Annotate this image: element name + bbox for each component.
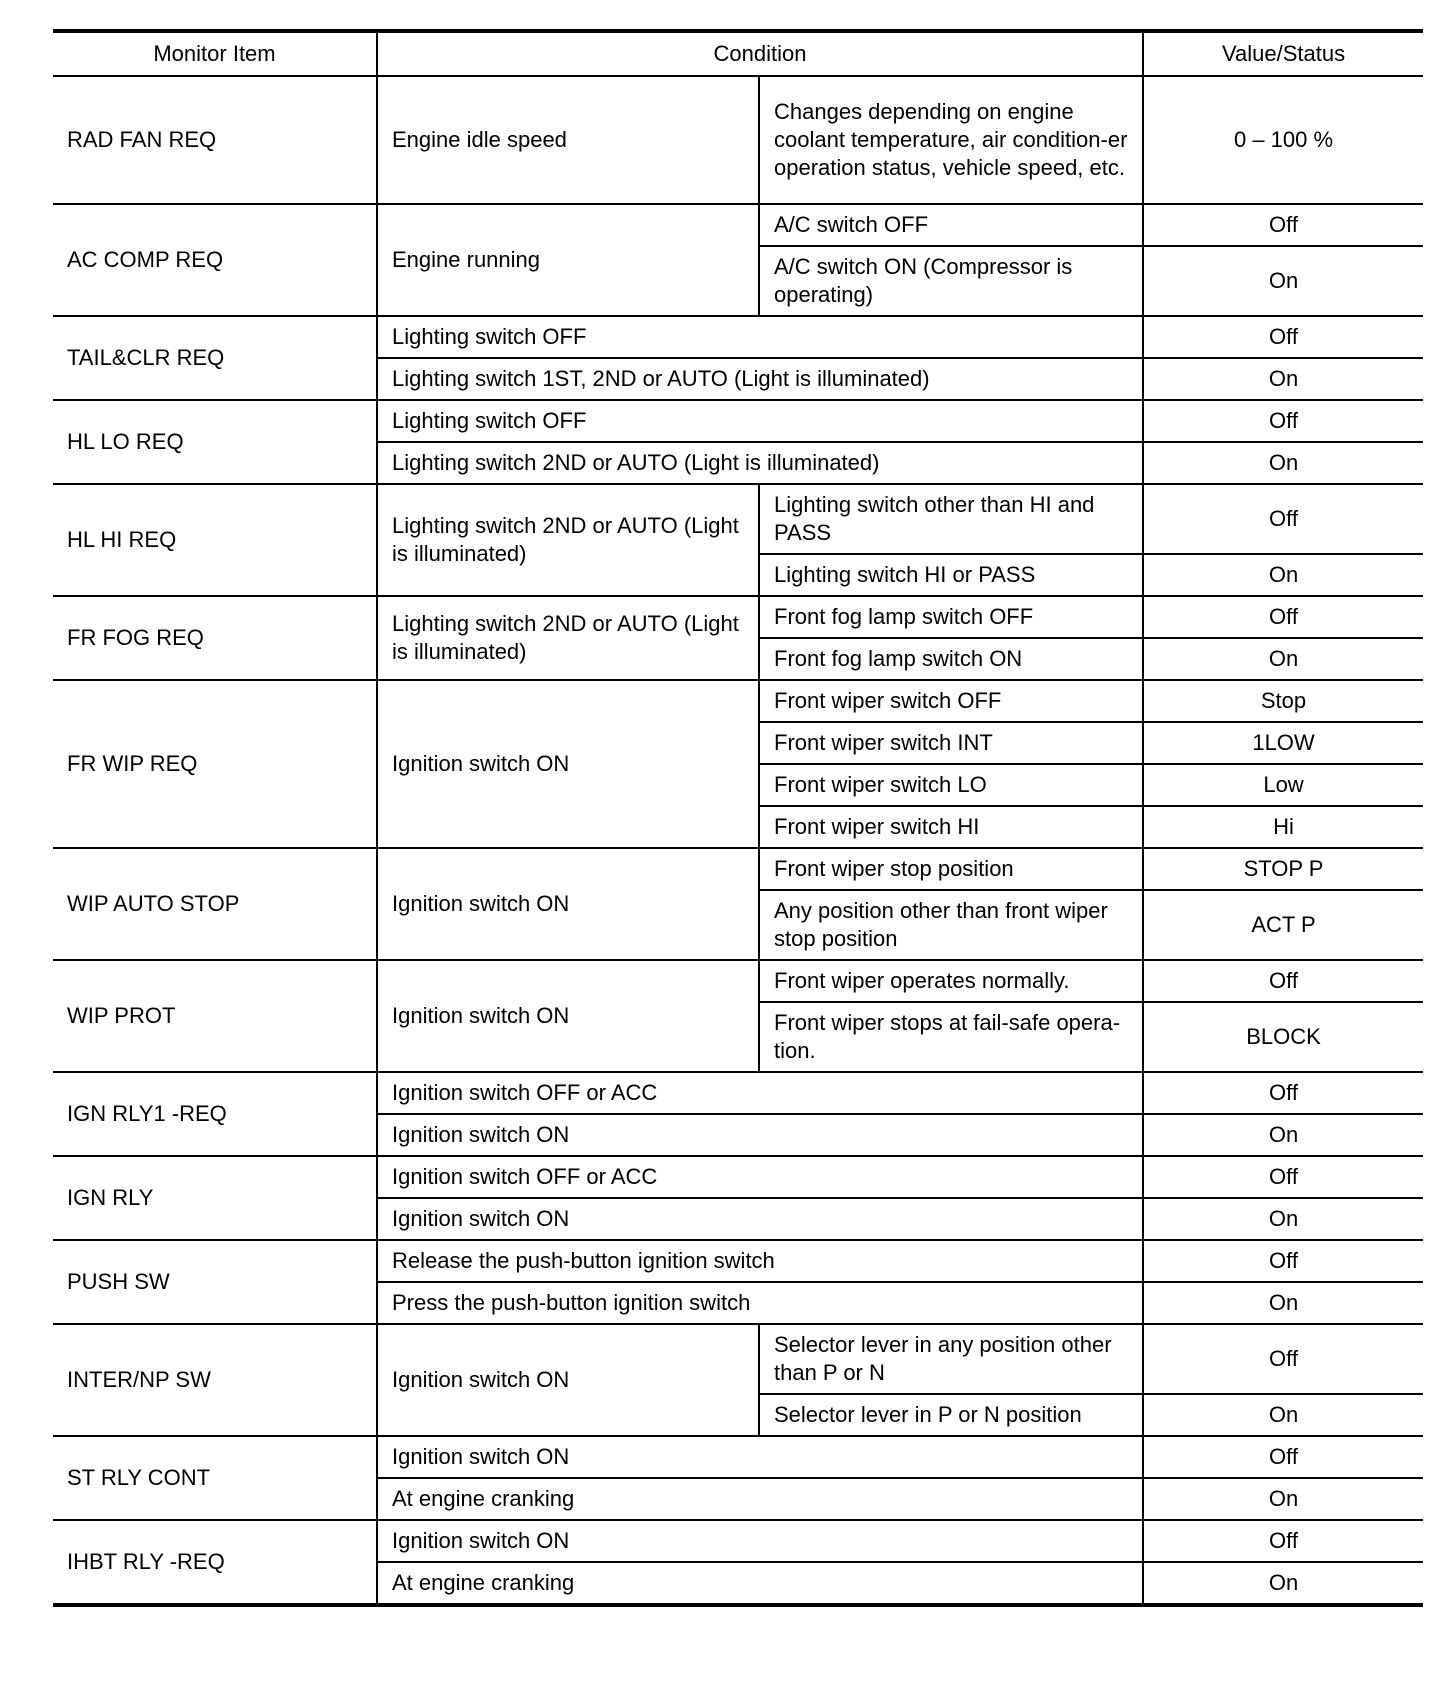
condition: Lighting switch 1ST, 2ND or AUTO (Light is illuminated) <box>377 358 1143 400</box>
value-status: Off <box>1143 596 1423 638</box>
value-status: Off <box>1143 960 1423 1002</box>
monitor-item: INTER/NP SW <box>53 1324 377 1436</box>
table-row <box>53 960 1423 1002</box>
table-row <box>53 1520 1423 1562</box>
monitor-item: RAD FAN REQ <box>53 76 377 204</box>
header-monitor-item: Monitor Item <box>53 31 377 76</box>
sub-condition: Selector lever in P or N position <box>759 1394 1143 1436</box>
condition: Lighting switch 2ND or AUTO (Light is illuminated) <box>377 442 1143 484</box>
table-row <box>53 848 1423 890</box>
sub-condition: Selector lever in any position other than P or N <box>759 1324 1143 1394</box>
monitor-item: HL LO REQ <box>53 400 377 484</box>
value-status: On <box>1143 638 1423 680</box>
table-row <box>53 400 1423 442</box>
value-status: Off <box>1143 484 1423 554</box>
table-row <box>53 484 1423 554</box>
monitor-item: AC COMP REQ <box>53 204 377 316</box>
monitor-item: IHBT RLY -REQ <box>53 1520 377 1605</box>
monitor-item: HL HI REQ <box>53 484 377 596</box>
value-status: On <box>1143 1114 1423 1156</box>
value-status: ACT P <box>1143 890 1423 960</box>
monitor-table <box>53 29 1423 1607</box>
monitor-item: FR WIP REQ <box>53 680 377 848</box>
value-status: On <box>1143 358 1423 400</box>
sub-condition: Front wiper switch INT <box>759 722 1143 764</box>
condition: Engine idle speed <box>377 76 759 204</box>
condition: Ignition switch ON <box>377 1520 1143 1562</box>
condition: Release the push-button ignition switch <box>377 1240 1143 1282</box>
sub-condition: Any position other than front wiper stop position <box>759 890 1143 960</box>
monitor-item: FR FOG REQ <box>53 596 377 680</box>
sub-condition: Front fog lamp switch ON <box>759 638 1143 680</box>
monitor-item: TAIL&CLR REQ <box>53 316 377 400</box>
value-status: Off <box>1143 1436 1423 1478</box>
value-status: On <box>1143 554 1423 596</box>
condition: Engine running <box>377 204 759 316</box>
value-status: 0 – 100 % <box>1143 76 1423 204</box>
value-status: Off <box>1143 1156 1423 1198</box>
sub-condition: Changes depending on engine coolant temperature, air condition-er operation status, vehicle speed, etc. <box>759 76 1143 204</box>
table-row <box>53 680 1423 722</box>
value-status: Off <box>1143 316 1423 358</box>
value-status: STOP P <box>1143 848 1423 890</box>
condition: Lighting switch OFF <box>377 316 1143 358</box>
sub-condition: Lighting switch other than HI and PASS <box>759 484 1143 554</box>
value-status: Low <box>1143 764 1423 806</box>
monitor-item: WIP AUTO STOP <box>53 848 377 960</box>
table-row <box>53 1156 1423 1198</box>
value-status: On <box>1143 1478 1423 1520</box>
monitor-item: IGN RLY <box>53 1156 377 1240</box>
value-status: Hi <box>1143 806 1423 848</box>
table-row <box>53 1072 1423 1114</box>
sub-condition: Front wiper stop position <box>759 848 1143 890</box>
value-status: On <box>1143 1394 1423 1436</box>
condition: Ignition switch ON <box>377 1114 1143 1156</box>
condition: Ignition switch ON <box>377 1198 1143 1240</box>
header-value-status: Value/Status <box>1143 31 1423 76</box>
condition: Ignition switch ON <box>377 960 759 1072</box>
sub-condition: Lighting switch HI or PASS <box>759 554 1143 596</box>
value-status: On <box>1143 1282 1423 1324</box>
monitor-item: IGN RLY1 -REQ <box>53 1072 377 1156</box>
sub-condition: Front wiper operates normally. <box>759 960 1143 1002</box>
value-status: Off <box>1143 1324 1423 1394</box>
value-status: BLOCK <box>1143 1002 1423 1072</box>
monitor-item: PUSH SW <box>53 1240 377 1324</box>
monitor-item: WIP PROT <box>53 960 377 1072</box>
sub-condition: A/C switch OFF <box>759 204 1143 246</box>
condition: Ignition switch ON <box>377 848 759 960</box>
table-row <box>53 1240 1423 1282</box>
header-row <box>53 31 1423 76</box>
sub-condition: Front wiper switch HI <box>759 806 1143 848</box>
value-status: Off <box>1143 1240 1423 1282</box>
condition: Press the push-button ignition switch <box>377 1282 1143 1324</box>
value-status: On <box>1143 1562 1423 1605</box>
value-status: Off <box>1143 204 1423 246</box>
monitor-item: ST RLY CONT <box>53 1436 377 1520</box>
condition: Ignition switch OFF or ACC <box>377 1072 1143 1114</box>
condition: At engine cranking <box>377 1562 1143 1605</box>
table-row <box>53 204 1423 246</box>
sub-condition: Front wiper stops at fail-safe opera-tion. <box>759 1002 1143 1072</box>
condition: Ignition switch ON <box>377 680 759 848</box>
table-row <box>53 596 1423 638</box>
condition: At engine cranking <box>377 1478 1143 1520</box>
value-status: Off <box>1143 400 1423 442</box>
value-status: On <box>1143 1198 1423 1240</box>
sub-condition: A/C switch ON (Compressor is operating) <box>759 246 1143 316</box>
condition: Lighting switch 2ND or AUTO (Light is illuminated) <box>377 484 759 596</box>
table-row <box>53 316 1423 358</box>
sub-condition: Front wiper switch OFF <box>759 680 1143 722</box>
table-row <box>53 76 1423 204</box>
value-status: Off <box>1143 1520 1423 1562</box>
condition: Lighting switch OFF <box>377 400 1143 442</box>
header-condition: Condition <box>377 31 1143 76</box>
table-row <box>53 1324 1423 1394</box>
table-row <box>53 1436 1423 1478</box>
sub-condition: Front fog lamp switch OFF <box>759 596 1143 638</box>
sub-condition: Front wiper switch LO <box>759 764 1143 806</box>
value-status: On <box>1143 442 1423 484</box>
condition: Ignition switch ON <box>377 1436 1143 1478</box>
condition: Lighting switch 2ND or AUTO (Light is illuminated) <box>377 596 759 680</box>
condition: Ignition switch ON <box>377 1324 759 1436</box>
condition: Ignition switch OFF or ACC <box>377 1156 1143 1198</box>
value-status: 1LOW <box>1143 722 1423 764</box>
value-status: On <box>1143 246 1423 316</box>
value-status: Stop <box>1143 680 1423 722</box>
value-status: Off <box>1143 1072 1423 1114</box>
